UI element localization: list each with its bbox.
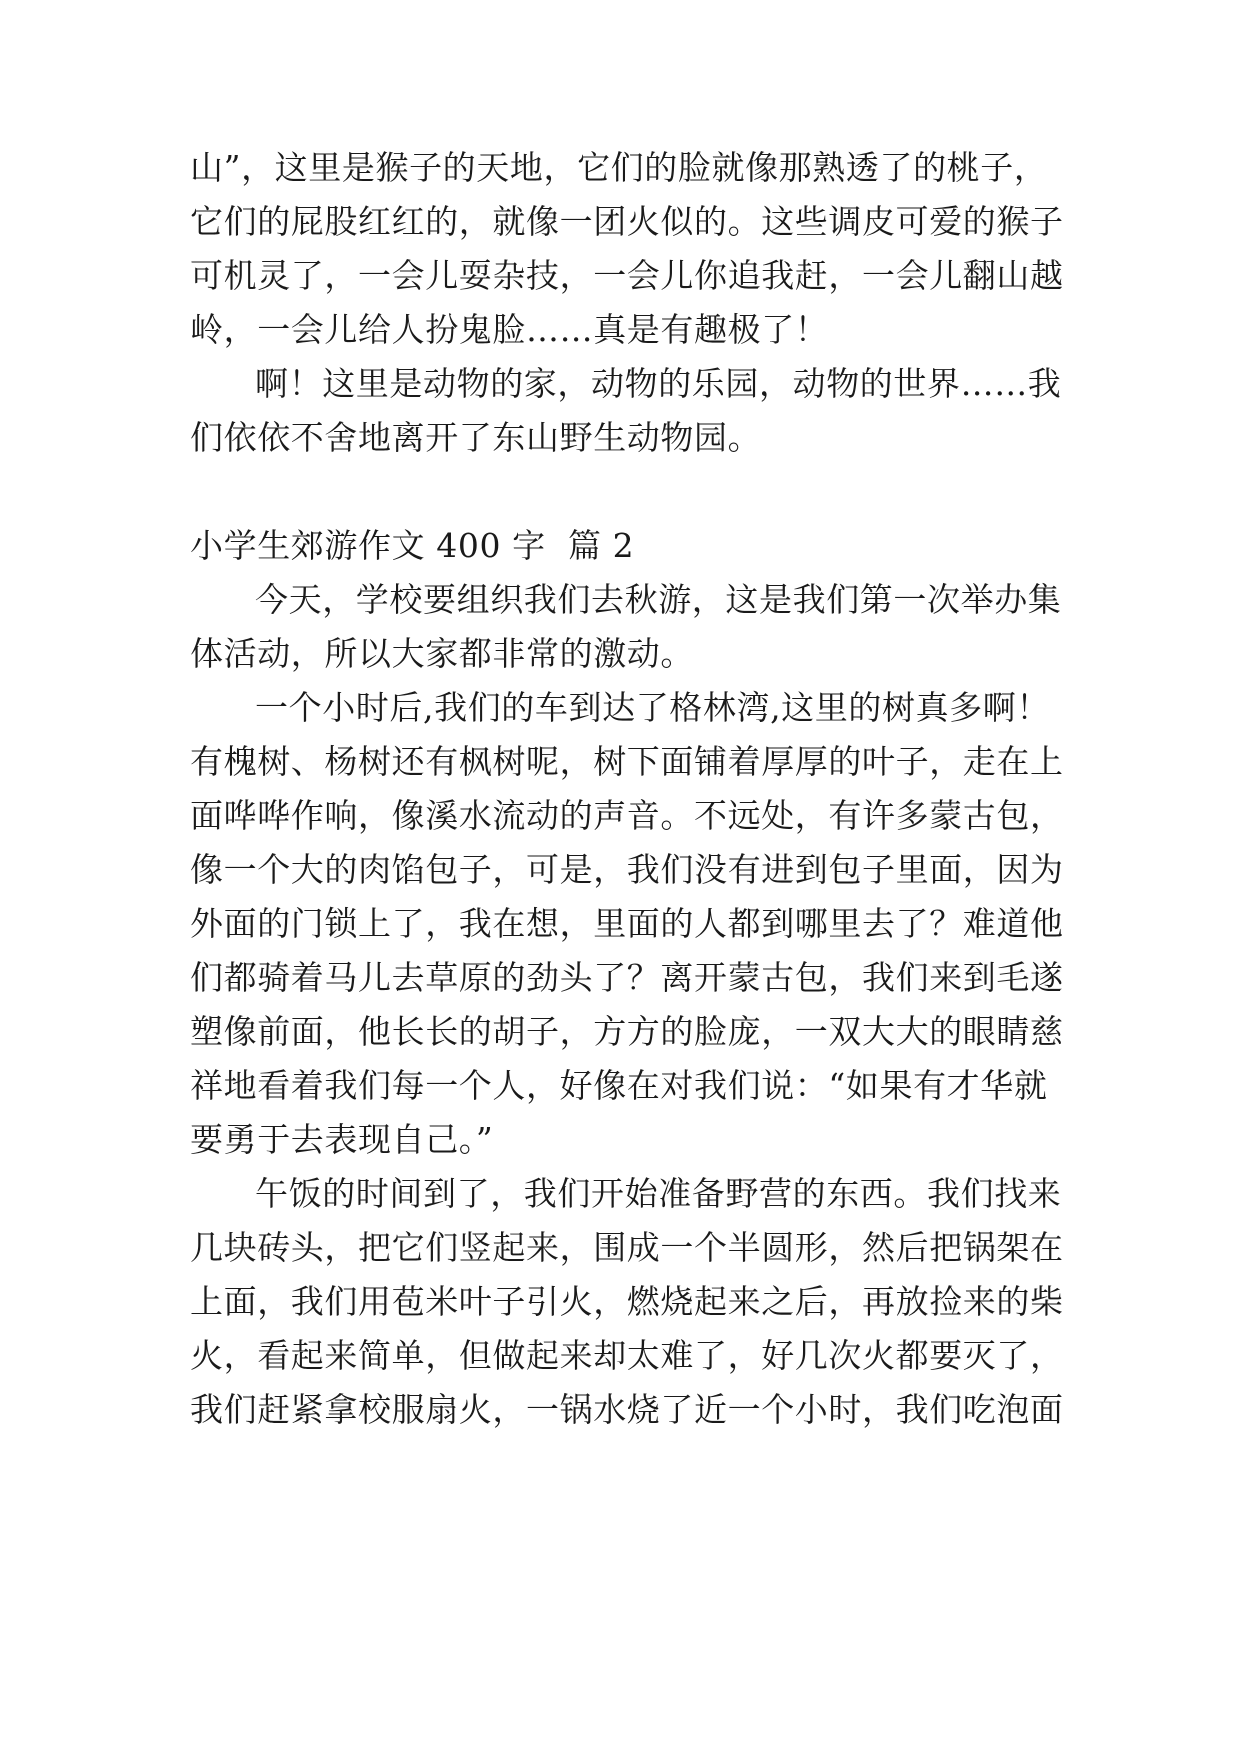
text-line: 面哗哗作响，像溪水流动的声音。不远处，有许多蒙古包，	[190, 796, 1064, 835]
text-line: 上面，我们用苞米叶子引火，燃烧起来之后，再放捡来的柴	[190, 1282, 1064, 1321]
text-line: 体活动，所以大家都非常的激动。	[190, 634, 694, 673]
paragraph-first-line: 啊！这里是动物的家，动物的乐园，动物的世界……我	[255, 364, 1062, 403]
text-line: 们都骑着马儿去草原的劲头了？离开蒙古包，我们来到毛遂	[190, 958, 1064, 997]
section-heading: 小学生郊游作文 400 字 篇 2	[190, 526, 635, 565]
text-line: 它们的屁股红红的，就像一团火似的。这些调皮可爱的猴子	[190, 202, 1064, 241]
text-line: 外面的门锁上了，我在想，里面的人都到哪里去了？难道他	[190, 904, 1064, 943]
text-line: 像一个大的肉馅包子，可是，我们没有进到包子里面，因为	[190, 850, 1064, 889]
text-line: 岭，一会儿给人扮鬼脸……真是有趣极了！	[190, 310, 829, 349]
text-line: 我们赶紧拿校服扇火，一锅水烧了近一个小时，我们吃泡面	[190, 1390, 1064, 1429]
text-line: 可机灵了，一会儿耍杂技，一会儿你追我赶，一会儿翻山越	[190, 256, 1064, 295]
text-line: 火，看起来简单，但做起来却太难了，好几次火都要灭了，	[190, 1336, 1064, 1375]
paragraph-first-line: 午饭的时间到了，我们开始准备野营的东西。我们找来	[255, 1174, 1062, 1213]
text-line: 山”，这里是猴子的天地，它们的脸就像那熟透了的桃子，	[190, 148, 1048, 187]
text-line: 塑像前面，他长长的胡子，方方的脸庞，一双大大的眼睛慈	[190, 1012, 1064, 1051]
text-line: 要勇于去表现自己。”	[190, 1120, 494, 1159]
text-line: 们依依不舍地离开了东山野生动物园。	[190, 418, 762, 457]
text-line: 有槐树、杨树还有枫树呢，树下面铺着厚厚的叶子，走在上	[190, 742, 1064, 781]
paragraph-first-line: 今天，学校要组织我们去秋游，这是我们第一次举办集	[255, 580, 1062, 619]
text-line: 几块砖头，把它们竖起来，围成一个半圆形，然后把锅架在	[190, 1228, 1064, 1267]
paragraph-first-line: 一个小时后,我们的车到达了格林湾,这里的树真多啊！	[255, 688, 1050, 727]
text-line: 祥地看着我们每一个人，好像在对我们说：“如果有才华就	[190, 1066, 1048, 1105]
